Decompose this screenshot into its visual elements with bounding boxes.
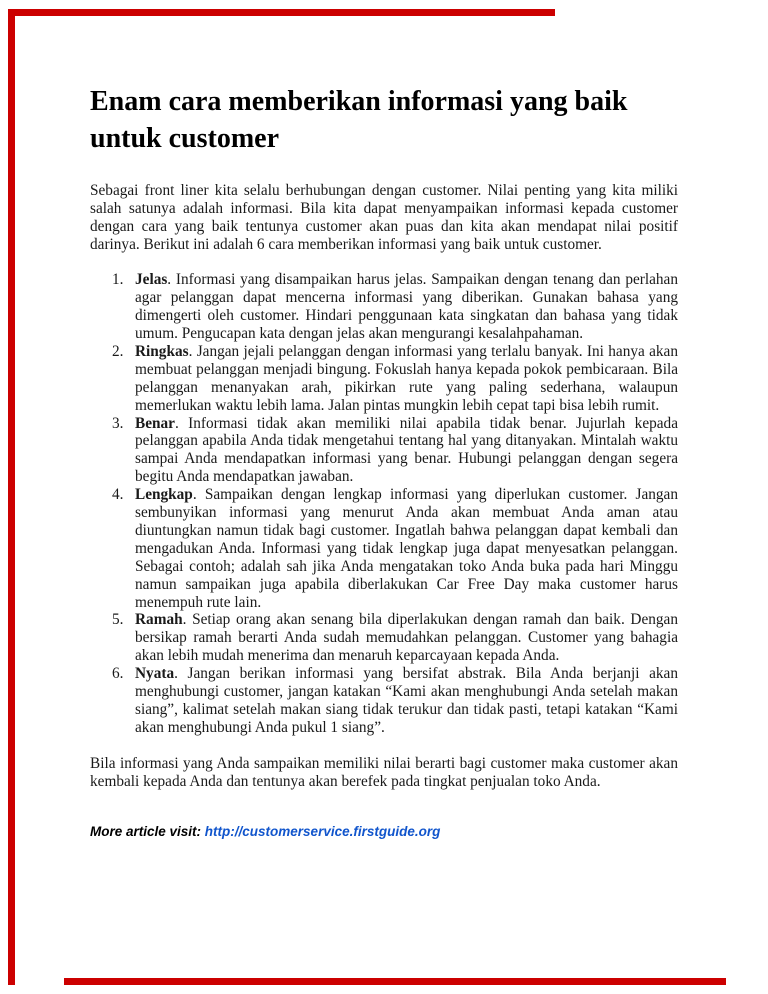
list-item-ramah xyxy=(90,611,678,665)
list-number: 6. xyxy=(112,665,124,683)
list-term: Lengkap xyxy=(135,486,193,504)
list-text: . Jangan jejali pelanggan dengan informasi yang terlalu banyak. Ini hanya akan membuat pelanggan menjadi bingung. Fokuslah hanya kepada pokok pembicaraan. Bila pelanggan menanyakan arah, pikirkan rute yang paling sederhana, walaupun memerlukan waktu lebih lama. Jalan pintas mungkin lebih cepat tapi bisa lebih rumit. xyxy=(135,343,678,414)
list-term: Benar xyxy=(135,414,175,432)
list-text: . Informasi yang disampaikan harus jelas. Sampaikan dengan tenang dan perlahan agar pelanggan dapat mencerna informasi yang diberikan. Gunakan bahasa yang dimengerti oleh customer. Hindari penggunaan kata singkatan dan bahasa yang tidak umum. Pengucapan kata dengan jelas akan mengurangi kesalahpahaman. xyxy=(135,271,678,343)
list-term: Nyata xyxy=(135,665,175,683)
list-item-benar xyxy=(90,415,678,487)
list-term: Jelas xyxy=(135,271,168,289)
list-number: 5. xyxy=(112,611,124,629)
list-item-nyata xyxy=(90,665,678,737)
page-border-top xyxy=(8,9,555,16)
document-content xyxy=(90,84,678,839)
list-term: Ringkas xyxy=(135,343,189,361)
list-text: . Sampaikan dengan lengkap informasi yang diperlukan customer. Jangan sembunyikan informasi yang menurut Anda akan membuat Anda aman atau diuntungkan namun tidak bagi customer. Ingatlah bahwa pelanggan dapat kembali dan mengadukan Anda. Informasi yang tidak lengkap juga dapat menyesatkan pelanggan. Sebagai contoh; adalah sah jika Anda mengatakan toko Anda buka pada hari Minggu namun sampaikan juga apabila diberlakukan Car Free Day maka customer harus menempuh rute lain. xyxy=(135,486,678,611)
list-number: 2. xyxy=(112,343,124,361)
footer xyxy=(90,824,678,839)
list-number: 3. xyxy=(112,414,124,432)
footer-link[interactable]: http://customerservice.firstguide.org xyxy=(204,824,441,840)
page-border-bottom xyxy=(64,978,726,985)
list-text: . Setiap orang akan senang bila diperlakukan dengan ramah dan baik. Dengan bersikap ramah berarti Anda sudah memudahkan pelanggan. Customer yang bahagia akan lebih mudah menerima dan menaruh keparcayaan kepada Anda. xyxy=(135,611,678,665)
footer-label: More article visit: xyxy=(90,824,205,840)
list-text: . Jangan berikan informasi yang bersifat abstrak. Bila Anda berjanji akan menghubungi customer, jangan katakan “Kami akan menghubungi Anda setelah makan siang”, kalimat setelah makan siang tidak terukur dan tidak pasti, tetapi katakan “Kami akan menghubungi Anda pukul 1 siang”. xyxy=(135,665,678,736)
list-term: Ramah xyxy=(135,611,183,629)
closing-paragraph: Bila informasi yang Anda sampaikan memiliki nilai berarti bagi customer maka customer akan kembali kepada Anda dan tentunya akan berefek pada tingkat penjualan toko Anda. xyxy=(90,754,678,790)
list-text: . Informasi tidak akan memiliki nilai apabila tidak benar. Jujurlah kepada pelanggan apabila Anda tidak mengetahui tentang hal yang ditanyakan. Mintalah waktu sampai Anda mendapatkan informasi yang benar. Hubungi pelanggan dengan segera begitu Anda mendapatkan jawaban. xyxy=(135,414,678,486)
list-number: 4. xyxy=(112,486,124,504)
tips-list xyxy=(90,271,678,736)
page-border-left xyxy=(8,9,15,985)
list-item-lengkap xyxy=(90,486,678,611)
intro-paragraph: Sebagai front liner kita selalu berhubungan dengan customer. Nilai penting yang kita miliki salah satunya adalah informasi. Bila kita dapat menyampaikan informasi kepada customer dengan cara yang baik tentunya customer akan puas dan kita akan mendapat nilai positif darinya. Berikut ini adalah 6 cara memberikan informasi yang baik untuk customer. xyxy=(90,181,678,253)
page-title: Enam cara memberikan informasi yang baik untuk customer xyxy=(90,86,628,154)
list-item-jelas xyxy=(90,271,678,343)
list-item-ringkas xyxy=(90,343,678,415)
list-number: 1. xyxy=(112,271,124,289)
